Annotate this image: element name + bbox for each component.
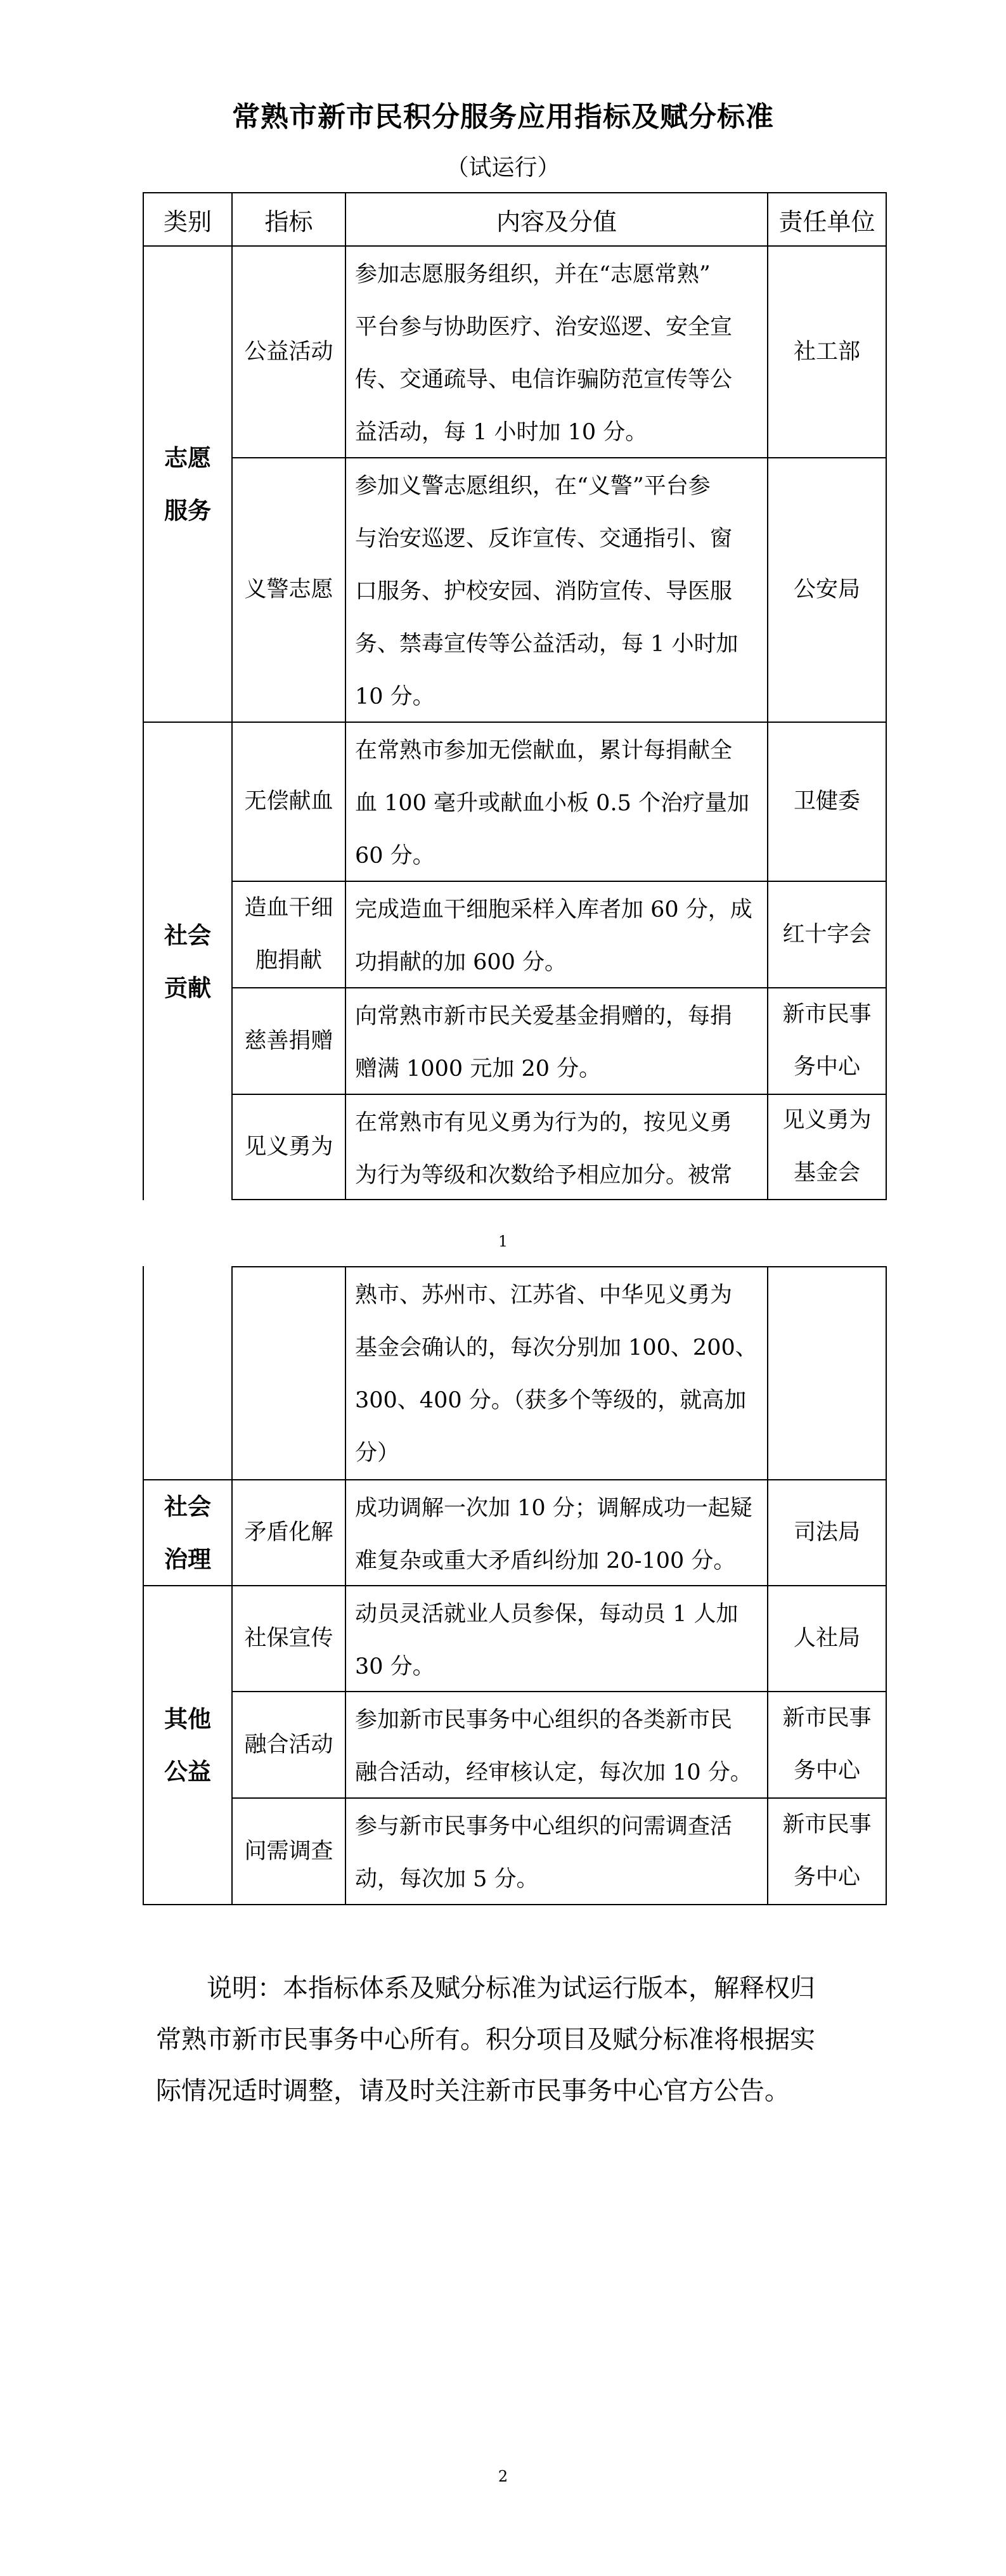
content-cell	[345, 1691, 768, 1799]
page-number-1: 1	[498, 1233, 508, 1250]
unit-cell	[767, 1266, 887, 1480]
unit-cell	[767, 245, 887, 458]
note-line: 际情况适时调整，请及时关注新市民事务中心官方公告。	[156, 2076, 790, 2106]
unit-cell-line: 基金会	[793, 1160, 860, 1186]
indicator-cell-line: 造血干细	[244, 895, 333, 921]
category-cell-line: 社会	[164, 1492, 211, 1520]
unit-cell-line: 红十字会	[782, 921, 872, 947]
indicator-cell-line: 见义勇为	[244, 1134, 333, 1160]
content-cell	[345, 1479, 768, 1586]
unit-cell	[767, 881, 887, 988]
category-cell-line: 公益	[164, 1757, 211, 1785]
indicator-cell-line: 社保宣传	[244, 1626, 333, 1651]
content-cell	[345, 245, 768, 458]
content-cell	[345, 881, 768, 988]
content-cell-line: 传、交通疏导、电信诈骗防范宣传等公	[355, 367, 733, 392]
content-cell-line: 动，每次加 5 分。	[355, 1867, 539, 1892]
indicator-cell	[231, 881, 346, 988]
content-cell-line: 务、禁毒宣传等公益活动，每 1 小时加	[355, 631, 738, 657]
indicator-cell	[231, 722, 346, 882]
table-header-cell: 责任单位	[767, 192, 887, 247]
unit-cell-line: 务中心	[793, 1758, 860, 1783]
content-cell-line: 融合活动，经审核认定，每次加 10 分。	[355, 1760, 752, 1785]
content-cell-line: 成功调解一次加 10 分；调解成功一起疑	[355, 1496, 752, 1521]
unit-cell-line: 务中心	[793, 1054, 860, 1080]
unit-cell	[767, 1585, 887, 1692]
note-line: 说明：本指标体系及赋分标准为试运行版本，解释权归	[156, 1974, 815, 2003]
unit-cell	[767, 457, 887, 723]
content-cell	[345, 1094, 768, 1200]
content-cell-line: 平台参与协助医疗、治安巡逻、安全宣	[355, 314, 733, 340]
content-cell-line: 参与新市民事务中心组织的问需调查活	[355, 1814, 733, 1839]
unit-cell-line: 司法局	[793, 1520, 860, 1545]
category-cell	[143, 1266, 233, 1480]
unit-cell-line: 新市民事	[782, 1812, 872, 1837]
content-cell	[345, 1266, 768, 1480]
note-line: 常熟市新市民事务中心所有。积分项目及赋分标准将根据实	[156, 2025, 815, 2054]
page-number-2: 2	[498, 2468, 508, 2485]
content-cell-line: 30 分。	[355, 1654, 435, 1680]
indicator-cell-line: 融合活动	[244, 1731, 333, 1757]
content-cell-line: 基金会确认的，每次分别加 100、200、	[355, 1335, 758, 1361]
indicator-cell-line: 矛盾化解	[244, 1520, 333, 1545]
unit-cell	[767, 1094, 887, 1200]
indicator-cell-line: 义警志愿	[244, 577, 333, 602]
category-cell	[143, 1479, 233, 1586]
unit-cell	[767, 987, 887, 1095]
content-cell-line: 10 分。	[355, 684, 435, 709]
category-cell-line: 服务	[164, 496, 211, 524]
content-cell	[345, 1797, 768, 1905]
content-cell-line: 参加志愿服务组织，并在“志愿常熟”	[355, 262, 711, 287]
indicator-cell-line: 公益活动	[244, 339, 333, 365]
indicator-cell	[231, 1479, 346, 1586]
indicator-cell-line: 问需调查	[244, 1838, 333, 1864]
unit-cell	[767, 722, 887, 882]
category-cell	[143, 1585, 233, 1905]
content-cell-line: 与治安巡逻、反诈宣传、交通指引、窗	[355, 526, 733, 552]
table-header-cell: 指标	[231, 192, 346, 247]
unit-cell	[767, 1691, 887, 1799]
indicator-cell-line: 胞捐献	[255, 948, 322, 973]
content-cell	[345, 457, 768, 723]
content-cell	[345, 722, 768, 882]
indicator-cell	[231, 1585, 346, 1692]
indicator-cell-line: 慈善捐赠	[244, 1028, 333, 1054]
unit-cell-line: 见义勇为	[782, 1108, 872, 1133]
category-cell	[143, 722, 233, 1200]
content-cell-line: 益活动，每 1 小时加 10 分。	[355, 420, 648, 445]
table-header-cell: 类别	[143, 192, 233, 247]
category-cell-line: 志愿	[164, 443, 211, 472]
indicator-cell	[231, 1094, 346, 1200]
note-paragraph	[156, 1963, 860, 2117]
category-cell-line: 社会	[164, 921, 211, 949]
unit-cell-line: 社工部	[793, 339, 860, 365]
unit-cell-line: 务中心	[793, 1865, 860, 1890]
content-cell-line: 赠满 1000 元加 20 分。	[355, 1056, 602, 1082]
indicator-cell-line: 无偿献血	[244, 789, 333, 814]
content-cell-line: 参加新市民事务中心组织的各类新市民	[355, 1707, 733, 1733]
content-cell-line: 向常熟市新市民关爱基金捐赠的，每捐	[355, 1004, 733, 1029]
unit-cell-line: 公安局	[793, 577, 860, 602]
indicator-cell	[231, 1691, 346, 1799]
indicator-cell	[231, 245, 346, 458]
category-cell-line: 其他	[164, 1704, 211, 1733]
content-cell-line: 分）	[355, 1440, 400, 1466]
unit-cell-line: 新市民事	[782, 1002, 872, 1027]
content-cell	[345, 1585, 768, 1692]
unit-cell-line: 人社局	[793, 1626, 860, 1651]
indicator-cell	[231, 1797, 346, 1905]
indicator-cell	[231, 457, 346, 723]
content-cell-line: 在常熟市参加无偿献血，累计每捐献全	[355, 738, 733, 763]
table-header-cell: 内容及分值	[345, 192, 768, 247]
content-cell-line: 60 分。	[355, 843, 435, 869]
content-cell-line: 在常熟市有见义勇为行为的，按见义勇	[355, 1110, 733, 1136]
indicator-cell	[231, 987, 346, 1095]
unit-cell-line: 新市民事	[782, 1705, 872, 1731]
category-cell-line: 贡献	[164, 973, 211, 1002]
content-cell-line: 熟市、苏州市、江苏省、中华见义勇为	[355, 1283, 733, 1308]
category-cell	[143, 245, 233, 723]
content-cell-line: 功捐献的加 600 分。	[355, 950, 567, 975]
content-cell-line: 完成造血干细胞采样入库者加 60 分，成	[355, 897, 752, 922]
document-title: 常熟市新市民积分服务应用指标及赋分标准	[232, 101, 774, 133]
indicator-cell	[231, 1266, 346, 1480]
unit-cell	[767, 1479, 887, 1586]
unit-cell	[767, 1797, 887, 1905]
content-cell-line: 口服务、护校安园、消防宣传、导医服	[355, 579, 733, 604]
content-cell-line: 为行为等级和次数给予相应加分。被常	[355, 1163, 733, 1188]
content-cell-line: 难复杂或重大矛盾纠纷加 20-100 分。	[355, 1548, 736, 1574]
content-cell-line: 血 100 毫升或献血小板 0.5 个治疗量加	[355, 791, 749, 816]
content-cell-line: 参加义警志愿组织，在“义警”平台参	[355, 474, 711, 499]
content-cell-line: 动员灵活就业人员参保，每动员 1 人加	[355, 1602, 738, 1627]
content-cell-line: 300、400 分。（获多个等级的，就高加	[355, 1388, 747, 1413]
category-cell-line: 治理	[164, 1544, 211, 1573]
document-subtitle: （试运行）	[446, 155, 560, 181]
unit-cell-line: 卫健委	[793, 789, 860, 814]
content-cell	[345, 987, 768, 1095]
